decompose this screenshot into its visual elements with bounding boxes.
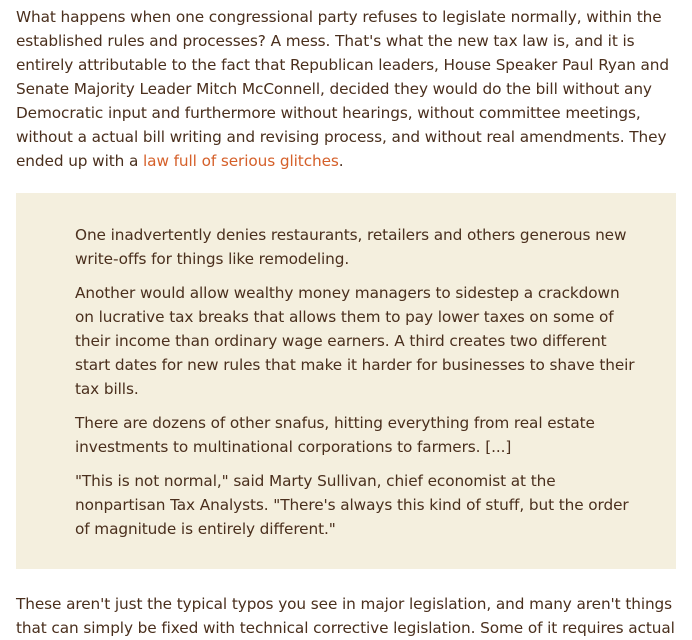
intro-end: . (338, 152, 344, 170)
quote-paragraph-1: One inadvertently denies restaurants, retailers and others generous new write-offs for things like remodeling. (75, 226, 627, 268)
closing-paragraph: These aren't just the typical typos you see in major legislation, and many aren't things that can simply be fixed with technical corrective legislation. Some of it requires actual (16, 595, 675, 637)
blockquote (16, 193, 676, 569)
intro-text: What happens when one congressional party refuses to legislate normally, within the established rules and processes? A mess. That's what the new tax law is, and it is entirely attributable to the fact that Republican leaders, House Speaker Paul Ryan and Senate Majority Leader Mitch McConnell, decided they would do the bill without any Democratic input and furthermore without hearings, without committee meetings, without a actual bill writing and revising process, and without real amendments. They ended up with a (16, 8, 669, 170)
article-continuation (16, 592, 680, 640)
quote-paragraph-4: "This is not normal," said Marty Sullivan, chief economist at the nonpartisan Tax Analysts. "There's always this kind of stuff, but the order of magnitude is entirely different." (75, 472, 629, 538)
quote-paragraph-3: There are dozens of other snafus, hitting everything from real estate investments to multinational corporations to farmers. [...] (75, 414, 595, 456)
quote-paragraph-2: Another would allow wealthy money managers to sidestep a crackdown on lucrative tax breaks that allows them to pay lower taxes on some of their income than ordinary wage earners. A third creates two different start dates for new rules that make it harder for businesses to shave their tax bills. (75, 284, 635, 398)
article-intro (16, 5, 680, 173)
glitches-link[interactable]: law full of serious glitches (143, 152, 339, 170)
intro-paragraph (16, 5, 680, 173)
